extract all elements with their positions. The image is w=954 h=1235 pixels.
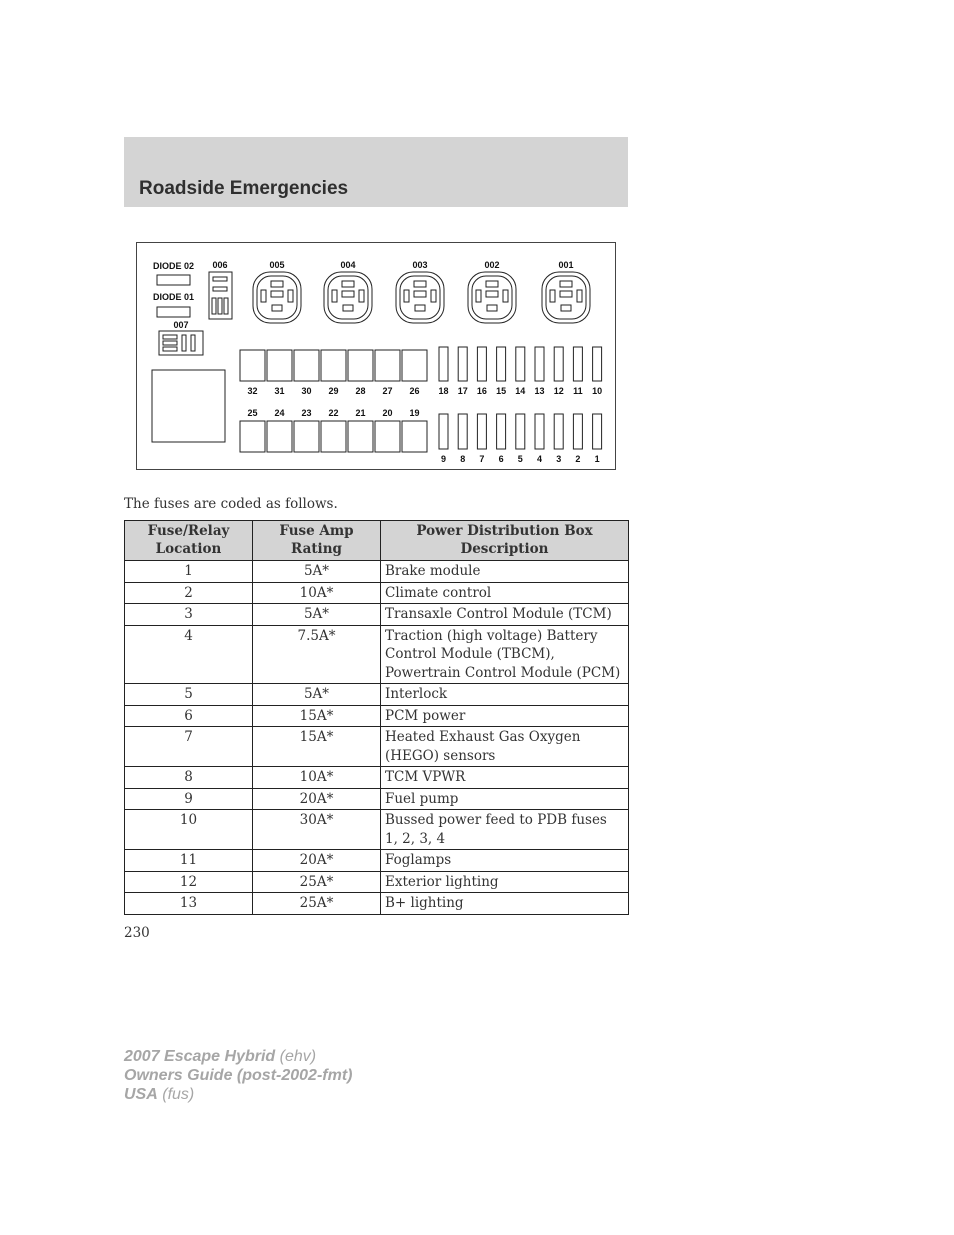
fuse-number: 29 bbox=[328, 386, 339, 396]
fuse-number: 15 bbox=[496, 386, 507, 396]
fuse-number: 26 bbox=[409, 386, 420, 396]
relay-pin bbox=[577, 290, 582, 302]
fuse-number: 23 bbox=[301, 408, 312, 418]
mini-fuse-17 bbox=[458, 347, 467, 381]
relay-label: 003 bbox=[412, 260, 428, 270]
fuse-number: 19 bbox=[409, 408, 420, 418]
cell-location: 13 bbox=[125, 893, 253, 915]
relay-pin bbox=[561, 305, 571, 311]
relay-pin bbox=[560, 281, 572, 287]
fuse-number: 30 bbox=[301, 386, 312, 396]
cell-rating: 25A* bbox=[253, 871, 381, 893]
fuse-number: 28 bbox=[355, 386, 366, 396]
fuse-number: 9 bbox=[440, 454, 447, 464]
cell-rating: 30A* bbox=[253, 810, 381, 850]
fuse-number: 24 bbox=[274, 408, 285, 418]
relay-pin bbox=[486, 281, 498, 287]
relay-pin bbox=[431, 290, 436, 302]
cell-location: 4 bbox=[125, 625, 253, 684]
relay-pin bbox=[261, 290, 266, 302]
relay-pin bbox=[343, 305, 353, 311]
relay-pin bbox=[191, 335, 195, 351]
fuse-number: 16 bbox=[476, 386, 487, 396]
diode-body bbox=[157, 275, 190, 285]
fuse-number: 14 bbox=[515, 386, 526, 396]
cell-rating: 15A* bbox=[253, 727, 381, 767]
table-row bbox=[125, 810, 629, 850]
cell-description: Transaxle Control Module (TCM) bbox=[381, 604, 629, 626]
fuse-panel-drawing bbox=[137, 243, 615, 469]
footer bbox=[124, 1047, 352, 1104]
table-row bbox=[125, 561, 629, 583]
cell-location: 10 bbox=[125, 810, 253, 850]
relay-pin bbox=[163, 341, 177, 345]
cell-location: 11 bbox=[125, 850, 253, 872]
mini-fuse-2 bbox=[573, 414, 582, 449]
relay-pin bbox=[271, 281, 283, 287]
fuse-number: 2 bbox=[575, 454, 581, 464]
cell-location: 9 bbox=[125, 788, 253, 810]
table-row bbox=[125, 893, 629, 915]
relay-pin bbox=[404, 290, 409, 302]
mini-fuse-1 bbox=[593, 414, 602, 449]
mini-fuse-16 bbox=[477, 347, 486, 381]
fuse-number: 5 bbox=[517, 454, 523, 464]
diode-label: DIODE 01 bbox=[153, 292, 195, 302]
relay-pin bbox=[414, 291, 426, 297]
cell-location: 8 bbox=[125, 767, 253, 789]
relay-pin bbox=[503, 290, 508, 302]
relay-label: 004 bbox=[340, 260, 356, 270]
fuse-number: 4 bbox=[536, 454, 543, 464]
large-fuse-28 bbox=[348, 350, 373, 381]
large-fuse-25 bbox=[240, 421, 265, 452]
relay-pin bbox=[342, 281, 354, 287]
fuse-number: 32 bbox=[247, 386, 258, 396]
relay-pin bbox=[271, 291, 283, 297]
relay-pin bbox=[359, 290, 364, 302]
table-row bbox=[125, 850, 629, 872]
large-fuse-19 bbox=[402, 421, 427, 452]
cell-description: Bussed power feed to PDB fuses 1, 2, 3, 4 bbox=[381, 810, 629, 850]
table-row bbox=[125, 582, 629, 604]
footer-guide: Owners Guide (post-2002-fmt) bbox=[124, 1067, 353, 1084]
intro-text: The fuses are coded as follows. bbox=[124, 496, 338, 512]
table-row bbox=[125, 684, 629, 706]
fuse-number: 31 bbox=[274, 386, 285, 396]
cell-description: Brake module bbox=[381, 561, 629, 583]
relay-pin bbox=[212, 298, 216, 314]
large-fuse-27 bbox=[375, 350, 400, 381]
table-row bbox=[125, 625, 629, 684]
mini-fuse-4 bbox=[535, 414, 544, 449]
fuse-table bbox=[124, 520, 629, 915]
header-rating: Fuse Amp Rating bbox=[253, 521, 381, 561]
cell-location: 1 bbox=[125, 561, 253, 583]
relay-pin bbox=[486, 291, 498, 297]
footer-line-1 bbox=[124, 1047, 352, 1066]
mini-fuse-8 bbox=[458, 414, 467, 449]
relay-pin bbox=[213, 287, 227, 291]
table-header-row bbox=[125, 521, 629, 561]
cell-description: Heated Exhaust Gas Oxygen (HEGO) sensors bbox=[381, 727, 629, 767]
header-description: Power Distribution Box Description bbox=[381, 521, 629, 561]
mini-fuse-5 bbox=[516, 414, 525, 449]
section-title: Roadside Emergencies bbox=[139, 178, 349, 199]
relay-label: 001 bbox=[558, 260, 574, 270]
table-row bbox=[125, 767, 629, 789]
cell-rating: 10A* bbox=[253, 582, 381, 604]
relay-label: 006 bbox=[212, 260, 228, 270]
mini-fuse-3 bbox=[554, 414, 563, 449]
cell-rating: 20A* bbox=[253, 850, 381, 872]
mini-fuse-18 bbox=[439, 347, 448, 381]
relay-pin bbox=[288, 290, 293, 302]
cell-description: B+ lighting bbox=[381, 893, 629, 915]
cell-location: 3 bbox=[125, 604, 253, 626]
relay-pin bbox=[414, 281, 426, 287]
cell-location: 7 bbox=[125, 727, 253, 767]
large-fuse-26 bbox=[402, 350, 427, 381]
relay-pin bbox=[163, 347, 177, 351]
cell-location: 6 bbox=[125, 705, 253, 727]
relay-pin bbox=[487, 305, 497, 311]
mini-fuse-13 bbox=[535, 347, 544, 381]
fuse-panel-diagram bbox=[136, 242, 616, 470]
mini-fuse-12 bbox=[554, 347, 563, 381]
footer-line-3 bbox=[124, 1085, 352, 1104]
fuse-number: 10 bbox=[592, 386, 603, 396]
large-fuse-24 bbox=[267, 421, 292, 452]
mini-fuse-6 bbox=[497, 414, 506, 449]
footer-model: 2007 Escape Hybrid bbox=[124, 1048, 276, 1065]
fuse-number: 3 bbox=[556, 454, 562, 464]
relay-pin bbox=[476, 290, 481, 302]
cell-description: Climate control bbox=[381, 582, 629, 604]
cell-description: Exterior lighting bbox=[381, 871, 629, 893]
relay-pin bbox=[182, 335, 186, 351]
fuse-number: 13 bbox=[534, 386, 545, 396]
cell-rating: 5A* bbox=[253, 604, 381, 626]
section-header bbox=[124, 137, 628, 207]
mini-fuse-9 bbox=[439, 414, 448, 449]
fuse-number: 22 bbox=[328, 408, 339, 418]
cell-rating: 25A* bbox=[253, 893, 381, 915]
large-fuse-22 bbox=[321, 421, 346, 452]
footer-region-code: (fus) bbox=[162, 1086, 195, 1103]
cell-description: Fuel pump bbox=[381, 788, 629, 810]
large-fuse-21 bbox=[348, 421, 373, 452]
fuse-number: 17 bbox=[457, 386, 468, 396]
table-row bbox=[125, 871, 629, 893]
fuse-number: 27 bbox=[382, 386, 393, 396]
relay-pin bbox=[550, 290, 555, 302]
fuse-number: 12 bbox=[553, 386, 564, 396]
fuse-number: 7 bbox=[479, 454, 485, 464]
relay-pin bbox=[342, 291, 354, 297]
footer-region: USA bbox=[124, 1086, 158, 1103]
relay-pin bbox=[560, 291, 572, 297]
fuse-number: 1 bbox=[594, 454, 600, 464]
fuse-number: 6 bbox=[498, 454, 504, 464]
fuse-number: 25 bbox=[247, 408, 258, 418]
cell-location: 2 bbox=[125, 582, 253, 604]
large-fuse-31 bbox=[267, 350, 292, 381]
large-fuse-29 bbox=[321, 350, 346, 381]
relay-pin bbox=[272, 305, 282, 311]
fuse-number: 21 bbox=[355, 408, 366, 418]
cell-location: 12 bbox=[125, 871, 253, 893]
relay-label: 007 bbox=[173, 320, 189, 330]
large-fuse-30 bbox=[294, 350, 319, 381]
fuse-number: 18 bbox=[438, 386, 449, 396]
fuse-number: 20 bbox=[382, 408, 393, 418]
page-number: 230 bbox=[124, 925, 150, 941]
mini-fuse-11 bbox=[573, 347, 582, 381]
cell-rating: 5A* bbox=[253, 684, 381, 706]
relay-pin bbox=[163, 335, 177, 339]
cell-description: TCM VPWR bbox=[381, 767, 629, 789]
mini-fuse-15 bbox=[497, 347, 506, 381]
relay-pin bbox=[218, 298, 222, 314]
large-fuse-20 bbox=[375, 421, 400, 452]
relay-label: 005 bbox=[269, 260, 285, 270]
large-fuse-23 bbox=[294, 421, 319, 452]
cell-rating: 5A* bbox=[253, 561, 381, 583]
cell-description: Interlock bbox=[381, 684, 629, 706]
relay-label: 002 bbox=[484, 260, 500, 270]
relay-pin bbox=[332, 290, 337, 302]
table-row bbox=[125, 788, 629, 810]
mini-fuse-14 bbox=[516, 347, 525, 381]
cell-rating: 10A* bbox=[253, 767, 381, 789]
fuse-number: 8 bbox=[460, 454, 466, 464]
table-row bbox=[125, 604, 629, 626]
relay-pin bbox=[213, 277, 227, 281]
fuse-number: 11 bbox=[573, 386, 583, 396]
cell-description: Foglamps bbox=[381, 850, 629, 872]
header-location: Fuse/Relay Location bbox=[125, 521, 253, 561]
large-fuse-32 bbox=[240, 350, 265, 381]
relay-pin bbox=[224, 298, 228, 314]
mini-fuse-10 bbox=[593, 347, 602, 381]
cell-location: 5 bbox=[125, 684, 253, 706]
footer-model-code: (ehv) bbox=[279, 1048, 317, 1065]
table-row bbox=[125, 727, 629, 767]
mini-fuse-7 bbox=[477, 414, 486, 449]
footer-line-2 bbox=[124, 1066, 352, 1085]
blank-module bbox=[152, 370, 225, 442]
diode-body bbox=[157, 307, 190, 317]
diode-label: DIODE 02 bbox=[153, 261, 195, 271]
cell-rating: 15A* bbox=[253, 705, 381, 727]
cell-rating: 20A* bbox=[253, 788, 381, 810]
cell-rating: 7.5A* bbox=[253, 625, 381, 684]
table-row bbox=[125, 705, 629, 727]
cell-description: Traction (high voltage) Battery Control Module (TBCM), Powertrain Control Module (PCM) bbox=[381, 625, 629, 684]
cell-description: PCM power bbox=[381, 705, 629, 727]
relay-pin bbox=[415, 305, 425, 311]
